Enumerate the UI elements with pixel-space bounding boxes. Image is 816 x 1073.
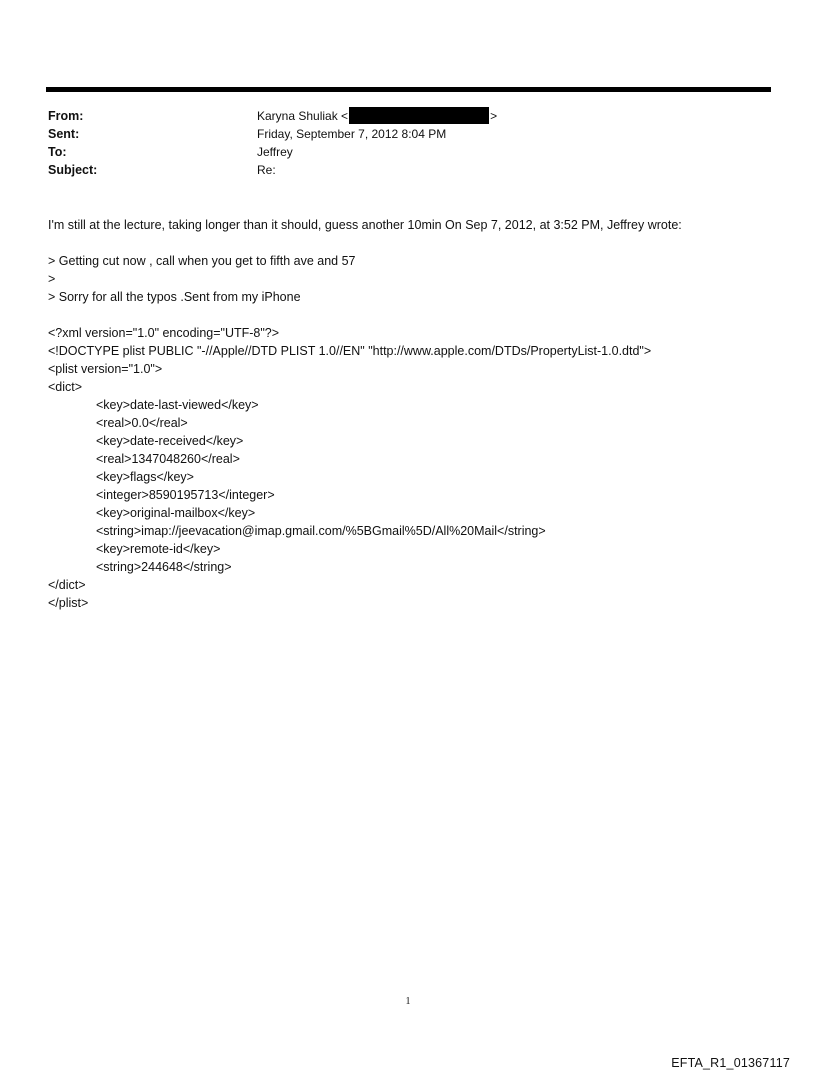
to-value: Jeffrey [257, 145, 293, 159]
xml-plist-close: </plist> [48, 596, 89, 610]
email-body [48, 216, 788, 612]
quoted-line: > Getting cut now , call when you get to fifth ave and 57 [48, 254, 356, 268]
sent-label: Sent: [48, 127, 80, 141]
xml-entry: <integer>8590195713</integer> [96, 488, 275, 502]
from-label: From: [48, 109, 84, 123]
xml-plist-open: <plist version="1.0"> [48, 362, 163, 376]
to-label: To: [48, 145, 67, 159]
subject-value: Re: [257, 163, 276, 177]
quoted-line: > Sorry for all the typos .Sent from my iPhone [48, 290, 301, 304]
xml-entry: <real>1347048260</real> [96, 452, 240, 466]
quoted-line: > [48, 272, 56, 286]
redaction-box [349, 107, 489, 124]
from-name: Karyna Shuliak < [257, 109, 349, 123]
xml-dict-open: <dict> [48, 380, 83, 394]
page-number: 1 [405, 996, 411, 1007]
bates-number: EFTA_R1_01367117 [671, 1056, 790, 1070]
header-divider [46, 87, 771, 92]
xml-entry: <key>original-mailbox</key> [96, 506, 256, 520]
body-line: I'm still at the lecture, taking longer than it should, guess another 10min On Sep 7, 2012, at 3:52 PM, Jeffrey wrote: [48, 218, 682, 232]
xml-entry: <key>flags</key> [96, 470, 194, 484]
xml-entry: <string>244648</string> [96, 560, 232, 574]
xml-entry: <key>date-last-viewed</key> [96, 398, 259, 412]
xml-doctype: <!DOCTYPE plist PUBLIC "-//Apple//DTD PLIST 1.0//EN" "http://www.apple.com/DTDs/PropertyList-1.0.dtd"> [48, 344, 652, 358]
from-value [257, 107, 497, 125]
xml-entry: <real>0.0</real> [96, 416, 188, 430]
xml-entry: <key>date-received</key> [96, 434, 244, 448]
xml-entry: <key>remote-id</key> [96, 542, 221, 556]
xml-entry: <string>imap://jeevacation@imap.gmail.com/%5BGmail%5D/All%20Mail</string> [96, 524, 546, 538]
from-close: > [490, 109, 498, 123]
subject-label: Subject: [48, 163, 98, 177]
sent-value: Friday, September 7, 2012 8:04 PM [257, 127, 447, 141]
xml-dict-close: </dict> [48, 578, 86, 592]
xml-declaration: <?xml version="1.0" encoding="UTF-8"?> [48, 326, 280, 340]
